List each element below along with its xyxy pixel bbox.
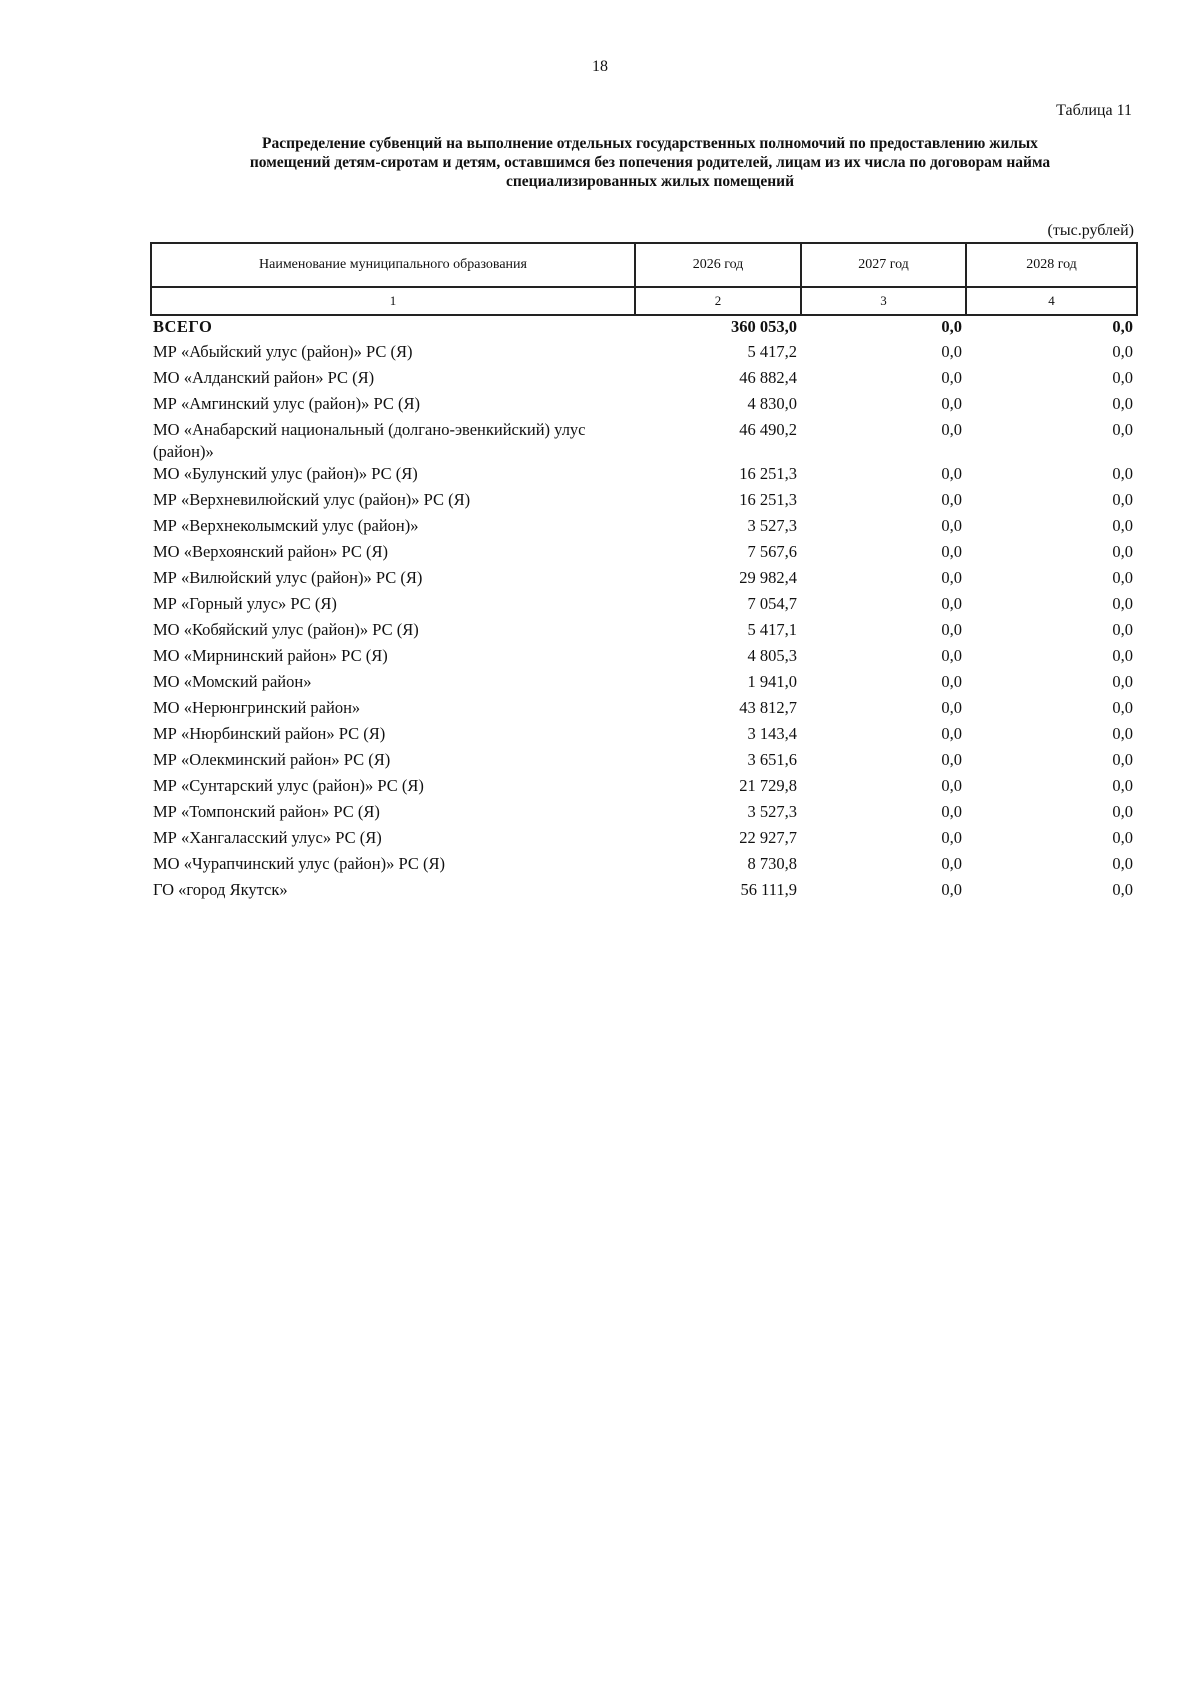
value-2027: 0,0 xyxy=(941,672,962,691)
municipality-name: МР «Нюрбинский район» РС (Я) xyxy=(153,724,386,743)
value-2027: 0,0 xyxy=(941,620,962,639)
municipality-name: МО «Кобяйский улус (район)» РС (Я) xyxy=(153,620,419,639)
table-row xyxy=(151,619,1137,645)
value-2026: 3 143,4 xyxy=(747,724,797,743)
table-row xyxy=(151,419,1137,463)
value-2028: 0,0 xyxy=(1112,828,1133,847)
table-row xyxy=(151,645,1137,671)
value-2026: 29 982,4 xyxy=(739,568,797,587)
table-row xyxy=(151,393,1137,419)
title-line: Распределение субвенций на выполнение отдельных государственных полномочий по предоставлению жилых xyxy=(262,135,1038,152)
municipality-name: МО «Мирнинский район» РС (Я) xyxy=(153,646,388,665)
value-2028: 0,0 xyxy=(1112,342,1133,361)
table-row xyxy=(151,593,1137,619)
municipality-name: МР «Горный улус» РС (Я) xyxy=(153,594,337,613)
value-2028: 0,0 xyxy=(1112,568,1133,587)
total-2026: 360 053,0 xyxy=(731,317,797,336)
total-row xyxy=(151,315,1137,341)
value-2026: 22 927,7 xyxy=(739,828,797,847)
table-row xyxy=(151,697,1137,723)
value-2028: 0,0 xyxy=(1112,698,1133,717)
value-2026: 4 830,0 xyxy=(747,394,797,413)
value-2027: 0,0 xyxy=(941,394,962,413)
value-2027: 0,0 xyxy=(941,646,962,665)
header-2027: 2027 год xyxy=(801,243,966,287)
value-2026: 7 567,6 xyxy=(747,542,797,561)
value-2027: 0,0 xyxy=(941,342,962,361)
municipality-name: МР «Амгинский улус (район)» РС (Я) xyxy=(153,394,420,413)
value-2026: 16 251,3 xyxy=(739,490,797,509)
value-2028: 0,0 xyxy=(1112,880,1133,899)
table-row xyxy=(151,671,1137,697)
municipality-name: МО «Нерюнгринский район» xyxy=(153,698,361,717)
table-row xyxy=(151,367,1137,393)
municipality-name: МР «Верхнеколымский улус (район)» xyxy=(153,516,419,535)
table-row xyxy=(151,515,1137,541)
table-label: Таблица 11 xyxy=(1056,102,1132,119)
value-2028: 0,0 xyxy=(1112,394,1133,413)
table-row xyxy=(151,723,1137,749)
value-2027: 0,0 xyxy=(941,516,962,535)
table-row xyxy=(151,567,1137,593)
value-2027: 0,0 xyxy=(941,750,962,769)
municipality-name: МО «Булунский улус (район)» РС (Я) xyxy=(153,464,418,483)
header-row xyxy=(151,243,1137,287)
value-2028: 0,0 xyxy=(1112,620,1133,639)
value-2027: 0,0 xyxy=(941,698,962,717)
table-row xyxy=(151,775,1137,801)
municipality-name: МР «Томпонский район» РС (Я) xyxy=(153,802,380,821)
table-row xyxy=(151,827,1137,853)
value-2028: 0,0 xyxy=(1112,724,1133,743)
value-2026: 7 054,7 xyxy=(747,594,797,613)
value-2027: 0,0 xyxy=(941,724,962,743)
municipality-name: МР «Абыйский улус (район)» РС (Я) xyxy=(153,342,413,361)
value-2027: 0,0 xyxy=(941,776,962,795)
table-row xyxy=(151,801,1137,827)
header-2026: 2026 год xyxy=(635,243,801,287)
value-2027: 0,0 xyxy=(941,490,962,509)
table-row xyxy=(151,489,1137,515)
value-2028: 0,0 xyxy=(1112,802,1133,821)
value-2028: 0,0 xyxy=(1112,672,1133,691)
value-2026: 5 417,2 xyxy=(747,342,797,361)
value-2026: 3 651,6 xyxy=(747,750,797,769)
value-2027: 0,0 xyxy=(941,828,962,847)
value-2028: 0,0 xyxy=(1112,420,1133,439)
page-number: 18 xyxy=(592,58,608,75)
units-label: (тыс.рублей) xyxy=(1047,222,1134,239)
table-row xyxy=(151,853,1137,879)
value-2028: 0,0 xyxy=(1112,368,1133,387)
municipality-name: МР «Олекминский район» РС (Я) xyxy=(153,750,391,769)
table-row xyxy=(151,879,1137,905)
value-2026: 21 729,8 xyxy=(739,776,797,795)
municipality-name: МО «Алданский район» РС (Я) xyxy=(153,368,375,387)
municipality-name: МО «Чурапчинский улус (район)» РС (Я) xyxy=(153,854,446,873)
value-2027: 0,0 xyxy=(941,854,962,873)
value-2026: 16 251,3 xyxy=(739,464,797,483)
value-2026: 5 417,1 xyxy=(747,620,797,639)
value-2027: 0,0 xyxy=(941,880,962,899)
municipality-name: МО «Момский район» xyxy=(153,672,312,691)
table-row xyxy=(151,341,1137,367)
value-2026: 56 111,9 xyxy=(740,880,797,899)
municipality-name: МР «Верхневилюйский улус (район)» РС (Я) xyxy=(153,490,471,509)
column-number: 1 xyxy=(151,287,635,315)
value-2026: 1 941,0 xyxy=(747,672,797,691)
value-2028: 0,0 xyxy=(1112,776,1133,795)
table-row xyxy=(151,541,1137,567)
subsidy-table xyxy=(150,242,1138,905)
municipality-name: МР «Хангаласский улус» РС (Я) xyxy=(153,828,382,847)
column-number: 4 xyxy=(966,287,1137,315)
value-2028: 0,0 xyxy=(1112,542,1133,561)
total-2027: 0,0 xyxy=(941,317,962,336)
document-title xyxy=(170,134,1130,191)
value-2027: 0,0 xyxy=(941,542,962,561)
value-2027: 0,0 xyxy=(941,594,962,613)
value-2028: 0,0 xyxy=(1112,594,1133,613)
value-2026: 4 805,3 xyxy=(747,646,797,665)
value-2027: 0,0 xyxy=(941,568,962,587)
municipality-name: МР «Вилюйский улус (район)» РС (Я) xyxy=(153,568,423,587)
value-2028: 0,0 xyxy=(1112,750,1133,769)
value-2026: 3 527,3 xyxy=(747,516,797,535)
table-row xyxy=(151,749,1137,775)
column-number: 2 xyxy=(635,287,801,315)
value-2026: 8 730,8 xyxy=(747,854,797,873)
value-2028: 0,0 xyxy=(1112,490,1133,509)
value-2027: 0,0 xyxy=(941,802,962,821)
value-2027: 0,0 xyxy=(941,420,962,439)
value-2027: 0,0 xyxy=(941,464,962,483)
municipality-name: ГО «город Якутск» xyxy=(153,880,288,899)
table-row xyxy=(151,463,1137,489)
header-2028: 2028 год xyxy=(966,243,1137,287)
title-line: специализированных жилых помещений xyxy=(505,173,795,190)
column-number: 3 xyxy=(801,287,966,315)
value-2026: 46 882,4 xyxy=(739,368,797,387)
value-2026: 43 812,7 xyxy=(739,698,797,717)
value-2028: 0,0 xyxy=(1112,854,1133,873)
value-2026: 3 527,3 xyxy=(747,802,797,821)
value-2026: 46 490,2 xyxy=(739,420,797,439)
column-number-row xyxy=(151,287,1137,315)
value-2027: 0,0 xyxy=(941,368,962,387)
value-2028: 0,0 xyxy=(1112,464,1133,483)
header-name: Наименование муниципального образования xyxy=(151,243,635,287)
municipality-name: МР «Сунтарский улус (район)» РС (Я) xyxy=(153,776,424,795)
total-2028: 0,0 xyxy=(1112,317,1133,336)
value-2028: 0,0 xyxy=(1112,646,1133,665)
municipality-name: МО «Верхоянский район» РС (Я) xyxy=(153,542,389,561)
municipality-name: МО «Анабарский национальный (долгано-эвенкийский) улус (район)» xyxy=(153,420,586,461)
value-2028: 0,0 xyxy=(1112,516,1133,535)
title-line: помещений детям-сиротам и детям, оставшимся без попечения родителей, лицам из их числа по договорам найма xyxy=(249,154,1051,171)
total-label: ВСЕГО xyxy=(153,317,213,336)
